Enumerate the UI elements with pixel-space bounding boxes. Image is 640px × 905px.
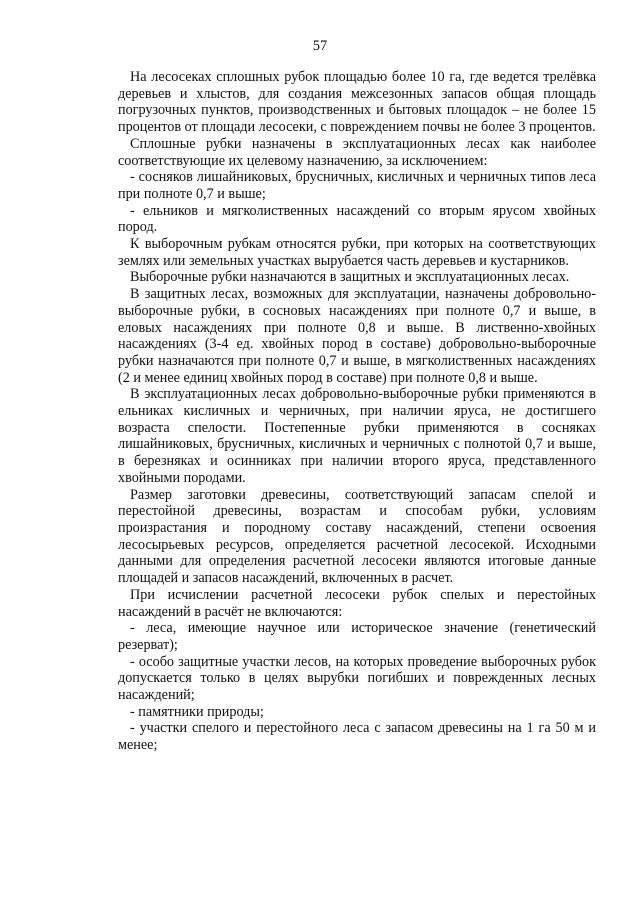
paragraph: В защитных лесах, возможных для эксплуатации, назначены добровольно-выборочные рубки, в сосновых насаждениях при полноте 0,7 и выше, в еловых насаждениях при полноте 0,8 и выше. В лиственно-хвойных насаждениях (3-4 ед. хвойных пород в составе) добровольно-выборочные рубки назначаются при полноте 0,7 и выше, в мягколиственных насаждениях (2 и менее единиц хвойных пород в составе) при полноте 0,8 и выше.: [118, 286, 596, 386]
paragraph: Выборочные рубки назначаются в защитных и эксплуатационных лесах.: [130, 269, 570, 286]
list-item: - ельников и мягколиственных насаждений со вторым ярусом хвойных пород.: [118, 202, 596, 236]
paragraph: К выборочным рубкам относятся рубки, при которых на соответствующих землях или земельных участках вырубается часть деревьев и кустарников.: [118, 236, 596, 269]
page-number: 57: [312, 38, 328, 54]
paragraph: В эксплуатационных лесах добровольно-выборочные рубки применяются в ельниках кисличных и черничных, при наличии яруса, не достигшего возраста спелости. Постепенные рубки применяются в сосняках лишайниковых, брусничных, кисличных и черничных с полнотой 0,7 и выше, в березняках и осинниках при наличии второго яруса, представленного хвойными породами.: [118, 386, 596, 486]
paragraph: При исчислении расчетной лесосеки рубок спелых и перестойных насаждений в расчёт не включаются:: [118, 586, 596, 620]
paragraph: На лесосеках сплошных рубок площадью более 10 га, где ведется трелёвка деревьев и хлыстов, для создания межсезонных запасов общая площадь погрузочных пунктов, производственных и бытовых площадок – не более 15 процентов от площади лесосеки, с повреждением почвы не более 3 процентов.: [118, 69, 596, 136]
list-item: - памятники природы;: [130, 703, 264, 720]
list-item: - особо защитные участки лесов, на которых проведение выборочных рубок допускается только в целях вырубки погибших и поврежденных лесных насаждений;: [118, 653, 596, 704]
paragraph: Сплошные рубки назначены в эксплуатационных лесах как наиболее соответствующие их целевому назначению, за исключением:: [118, 135, 596, 169]
document-body: [118, 69, 596, 754]
paragraph: Размер заготовки древесины, соответствующий запасам спелой и перестойной древесины, возрастам и способам рубки, условиям произрастания и породному составу насаждений, степени освоения лесосырьевых ресурсов, определяется расчетной лесосекой. Исходными данными для определения расчетной лесосеки являются итоговые данные площадей и запасов насаждений, включенных в расчет.: [118, 486, 596, 587]
list-item: - сосняков лишайниковых, брусничных, кисличных и черничных типов леса при полноте 0,7 и выше;: [118, 169, 596, 202]
list-item: - леса, имеющие научное или историческое значение (генетический резерват);: [118, 620, 596, 653]
list-item: - участки спелого и перестойного леса с запасом древесины на 1 га 50 м и менее;: [118, 720, 596, 754]
